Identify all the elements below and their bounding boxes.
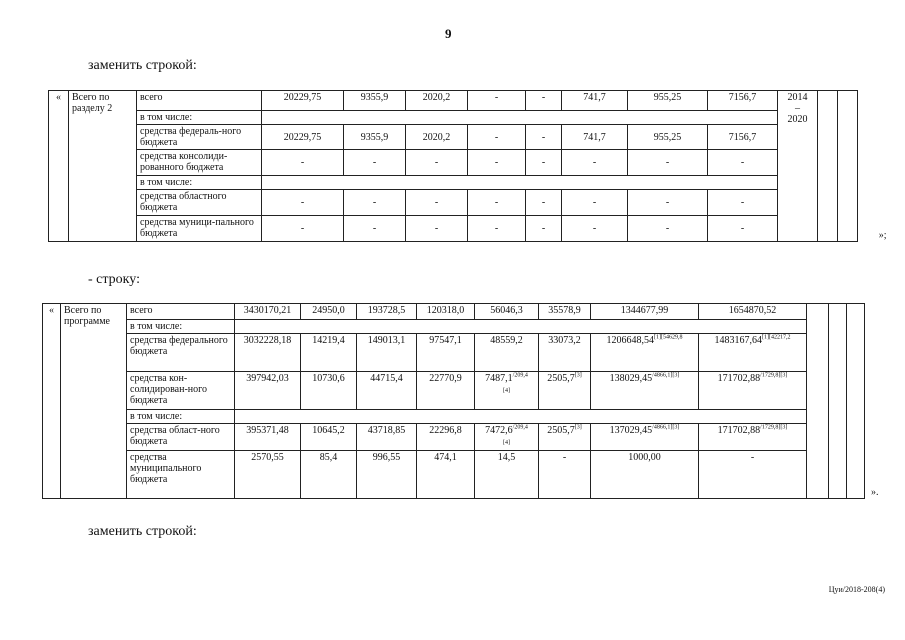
cell bbox=[699, 334, 807, 372]
close-quote: ». bbox=[865, 304, 881, 499]
replace-with-phrase-1: заменить строкой: bbox=[88, 58, 197, 73]
cell: - bbox=[699, 451, 807, 499]
footnote: /209,4 bbox=[512, 424, 528, 431]
footnote: /209,4 bbox=[512, 372, 528, 379]
replace-with-phrase-2: заменить строкой: bbox=[88, 524, 197, 539]
cell: - bbox=[628, 216, 708, 242]
section-label: Всего по разделу 2 bbox=[69, 91, 137, 242]
row-label: средства муниципального бюджета bbox=[127, 451, 235, 499]
cell: - bbox=[262, 216, 344, 242]
cell: 14219,4 bbox=[301, 334, 357, 372]
cell: - bbox=[468, 125, 526, 150]
footer-code: Цуи/2018-208(4) bbox=[828, 585, 885, 594]
cell bbox=[539, 424, 591, 451]
cell bbox=[591, 424, 699, 451]
cell: - bbox=[708, 216, 778, 242]
cell: - bbox=[406, 216, 468, 242]
cell: 22296,8 bbox=[417, 424, 475, 451]
cell: 2020,2 bbox=[406, 91, 468, 111]
cell: - bbox=[628, 190, 708, 216]
footnote: [4] bbox=[503, 388, 510, 394]
row-label: средства областного бюджета bbox=[137, 190, 262, 216]
cell: 10730,6 bbox=[301, 372, 357, 410]
row-label: всего bbox=[137, 91, 262, 111]
close-quote: »; bbox=[858, 91, 889, 242]
cell: - bbox=[262, 190, 344, 216]
cell: 3430170,21 bbox=[235, 304, 301, 320]
cell: 33073,2 bbox=[539, 334, 591, 372]
value: 7472,6 bbox=[485, 425, 513, 436]
years-cell bbox=[778, 91, 818, 242]
budget-table-program bbox=[42, 303, 881, 499]
cell bbox=[699, 372, 807, 410]
cell: - bbox=[526, 190, 562, 216]
value: 1483167,64 bbox=[714, 335, 762, 346]
value: 7487,1 bbox=[485, 373, 513, 384]
cell: - bbox=[406, 190, 468, 216]
row-label: средства федерального бюджета bbox=[127, 334, 235, 372]
cell: - bbox=[344, 190, 406, 216]
footnote: [3] bbox=[574, 424, 582, 431]
cell: 9355,9 bbox=[344, 91, 406, 111]
cell: 193728,5 bbox=[357, 304, 417, 320]
cell bbox=[591, 334, 699, 372]
row-label: в том числе: bbox=[137, 176, 262, 190]
cell: - bbox=[468, 216, 526, 242]
cell: 149013,1 bbox=[357, 334, 417, 372]
value: 2505,7 bbox=[547, 373, 575, 384]
value: 138029,45 bbox=[609, 373, 653, 384]
row-label: в том числе: bbox=[137, 111, 262, 125]
cell: 24950,0 bbox=[301, 304, 357, 320]
empty-cell bbox=[829, 304, 847, 499]
empty-cell bbox=[838, 91, 858, 242]
cell: 7156,7 bbox=[708, 91, 778, 111]
cell: 996,55 bbox=[357, 451, 417, 499]
cell: 20229,75 bbox=[262, 91, 344, 111]
cell: - bbox=[468, 91, 526, 111]
cell: 3032228,18 bbox=[235, 334, 301, 372]
cell: - bbox=[526, 91, 562, 111]
cell: 14,5 bbox=[475, 451, 539, 499]
cell: - bbox=[562, 216, 628, 242]
cell: - bbox=[526, 125, 562, 150]
row-label: в том числе: bbox=[127, 410, 235, 424]
cell: - bbox=[708, 150, 778, 176]
cell: 741,7 bbox=[562, 91, 628, 111]
cell bbox=[591, 372, 699, 410]
open-quote: « bbox=[49, 91, 69, 242]
cell: 395371,48 bbox=[235, 424, 301, 451]
footnote: /4866,1][3] bbox=[652, 424, 680, 431]
footnote: [3] bbox=[574, 372, 582, 379]
open-quote: « bbox=[43, 304, 61, 499]
empty-cell bbox=[235, 320, 807, 334]
cell: - bbox=[262, 150, 344, 176]
cell: 48559,2 bbox=[475, 334, 539, 372]
cell: 2570,55 bbox=[235, 451, 301, 499]
cell: 2020,2 bbox=[406, 125, 468, 150]
cell: 1000,00 bbox=[591, 451, 699, 499]
cell: 97547,1 bbox=[417, 334, 475, 372]
cell: - bbox=[406, 150, 468, 176]
cell bbox=[699, 424, 807, 451]
cell: 1654870,52 bbox=[699, 304, 807, 320]
cell: 741,7 bbox=[562, 125, 628, 150]
cell: 10645,2 bbox=[301, 424, 357, 451]
cell: 120318,0 bbox=[417, 304, 475, 320]
footnote: [4] bbox=[503, 440, 510, 446]
year-dash: – bbox=[795, 103, 800, 114]
row-label: средства федераль-ного бюджета bbox=[137, 125, 262, 150]
cell: - bbox=[562, 150, 628, 176]
cell: 20229,75 bbox=[262, 125, 344, 150]
footnote: [1][42217,2 bbox=[762, 334, 791, 341]
cell: 1344677,99 bbox=[591, 304, 699, 320]
cell bbox=[475, 424, 539, 451]
cell: 474,1 bbox=[417, 451, 475, 499]
cell: - bbox=[539, 451, 591, 499]
row-label: средства муници-пального бюджета bbox=[137, 216, 262, 242]
value: 137029,45 bbox=[609, 425, 653, 436]
row-phrase: - строку: bbox=[88, 272, 140, 287]
cell: 44715,4 bbox=[357, 372, 417, 410]
value: 171702,88 bbox=[717, 425, 761, 436]
cell: - bbox=[526, 216, 562, 242]
cell: 35578,9 bbox=[539, 304, 591, 320]
cell: - bbox=[708, 190, 778, 216]
empty-cell bbox=[262, 176, 778, 190]
cell: - bbox=[526, 150, 562, 176]
cell: - bbox=[468, 150, 526, 176]
cell: 9355,9 bbox=[344, 125, 406, 150]
footnote: [1][54629,8 bbox=[654, 334, 683, 341]
cell: 397942,03 bbox=[235, 372, 301, 410]
cell: - bbox=[468, 190, 526, 216]
empty-cell bbox=[262, 111, 778, 125]
cell: - bbox=[628, 150, 708, 176]
row-label: средства кон-солидирован-ного бюджета bbox=[127, 372, 235, 410]
row-label: всего bbox=[127, 304, 235, 320]
cell: 955,25 bbox=[628, 91, 708, 111]
footnote: /1729,8][3] bbox=[760, 372, 788, 379]
cell: - bbox=[344, 216, 406, 242]
cell: 7156,7 bbox=[708, 125, 778, 150]
value: 2505,7 bbox=[547, 425, 575, 436]
budget-table-section2 bbox=[48, 90, 889, 242]
year-from: 2014 bbox=[787, 92, 808, 103]
empty-cell bbox=[818, 91, 838, 242]
cell bbox=[475, 372, 539, 410]
empty-cell bbox=[235, 410, 807, 424]
footnote: /4866,1][3] bbox=[652, 372, 680, 379]
cell: 955,25 bbox=[628, 125, 708, 150]
value: 171702,88 bbox=[717, 373, 761, 384]
section-label: Всего по программе bbox=[61, 304, 127, 499]
cell: 85,4 bbox=[301, 451, 357, 499]
cell bbox=[539, 372, 591, 410]
row-label: в том числе: bbox=[127, 320, 235, 334]
cell: - bbox=[562, 190, 628, 216]
value: 1206648,54 bbox=[606, 335, 654, 346]
row-label: средства консолиди-рованного бюджета bbox=[137, 150, 262, 176]
cell: 43718,85 bbox=[357, 424, 417, 451]
cell: - bbox=[344, 150, 406, 176]
row-label: средства област-ного бюджета bbox=[127, 424, 235, 451]
footnote: /1729,8][3] bbox=[760, 424, 788, 431]
cell: 56046,3 bbox=[475, 304, 539, 320]
page-number: 9 bbox=[445, 26, 452, 41]
year-to: 2020 bbox=[787, 114, 808, 125]
cell: 22770,9 bbox=[417, 372, 475, 410]
empty-cell bbox=[807, 304, 829, 499]
empty-cell bbox=[847, 304, 865, 499]
